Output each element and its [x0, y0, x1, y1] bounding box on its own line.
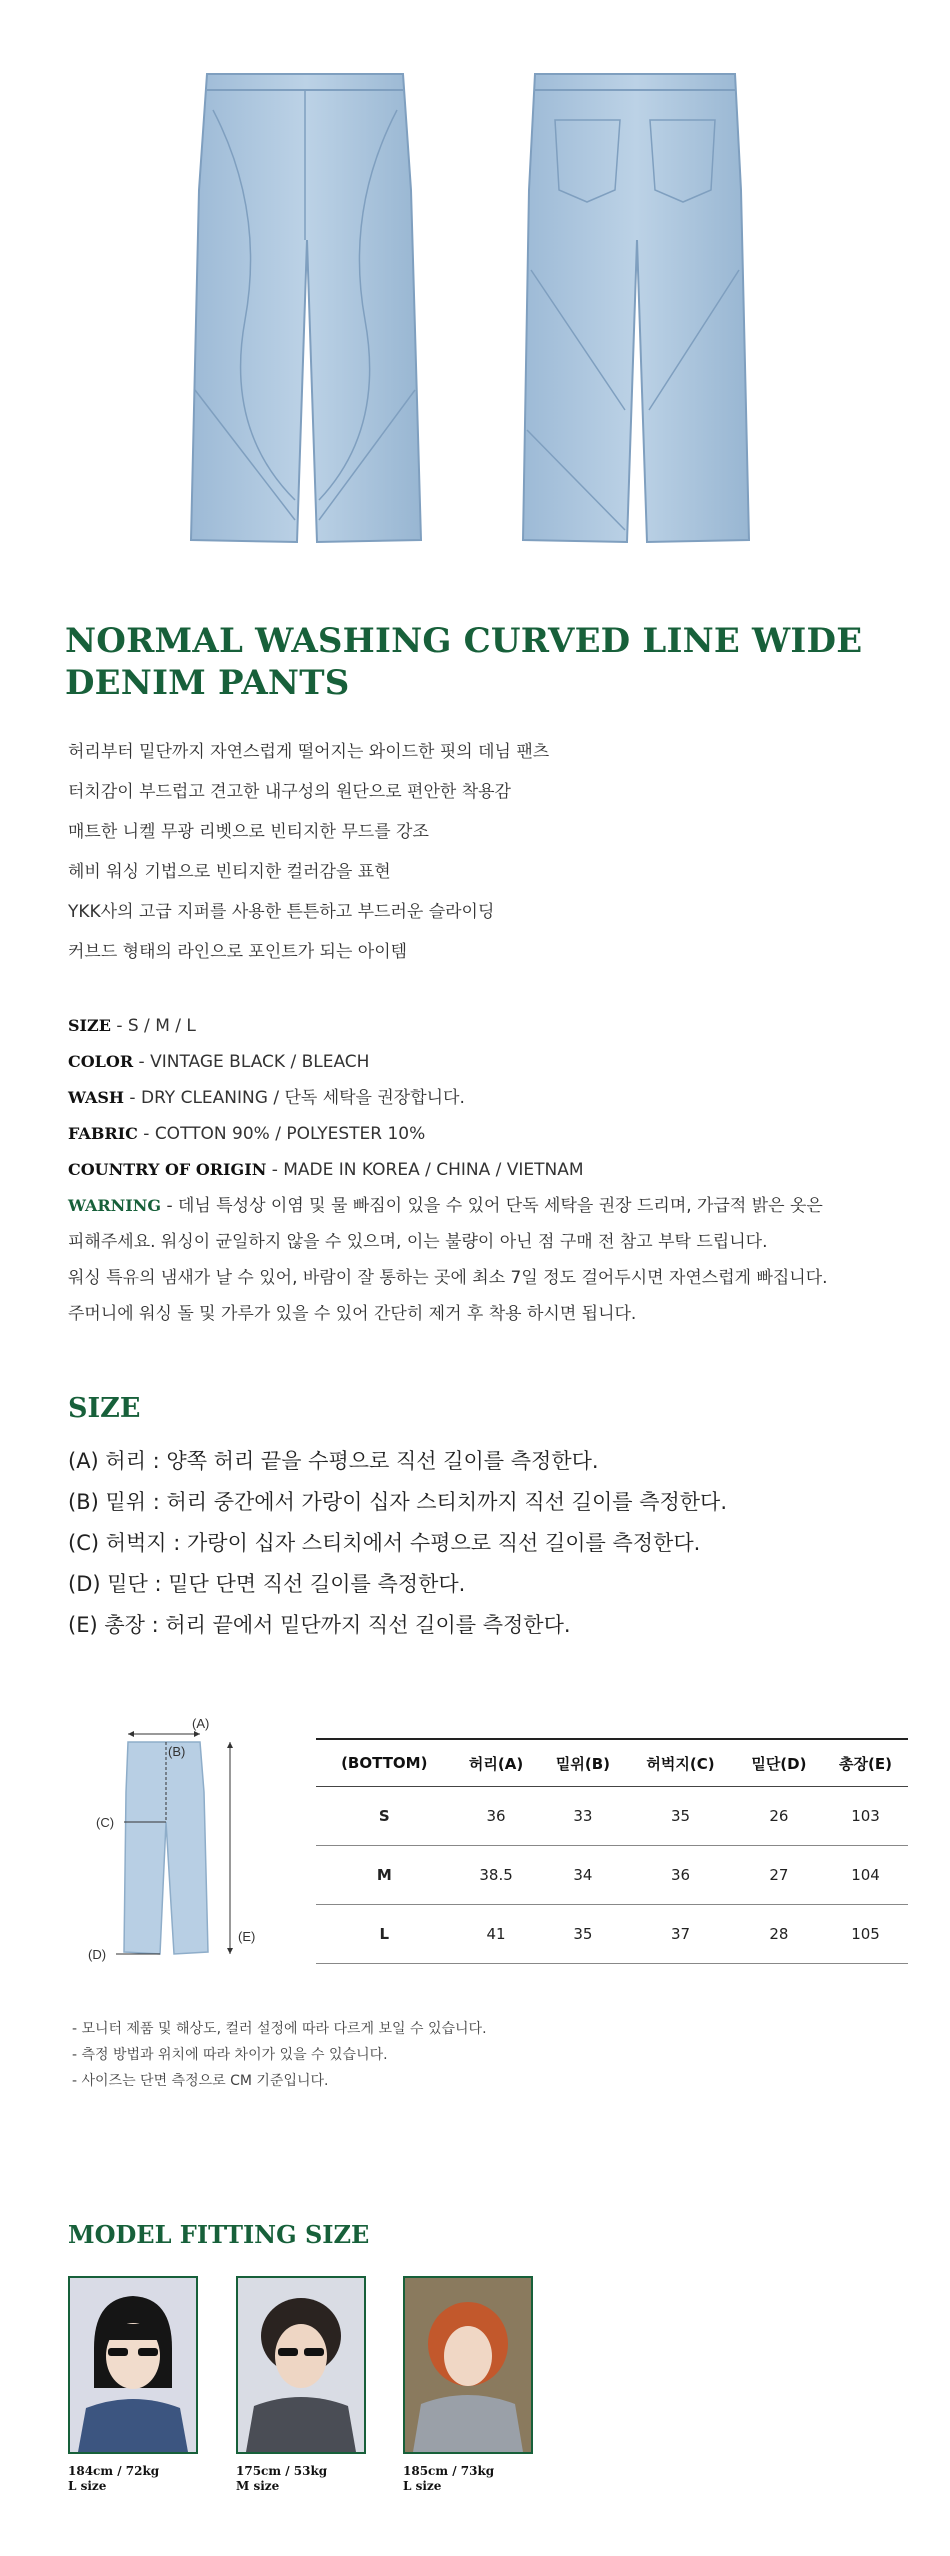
spec-fabric [68, 1121, 828, 1157]
spec-warning [68, 1193, 828, 1229]
table-cell: S [316, 1787, 453, 1846]
spec-wash-label: WASH [68, 1088, 125, 1107]
diagram-label-a: (A) [192, 1716, 210, 1731]
table-cell: 35 [626, 1787, 734, 1846]
table-cell: 36 [453, 1787, 540, 1846]
table-cell: 26 [735, 1787, 823, 1846]
size-guide [68, 1446, 727, 1651]
table-cell: 38.5 [453, 1846, 540, 1905]
diagram-label-c: (C) [96, 1815, 115, 1830]
description-line: 터치감이 부드럽고 견고한 내구성의 원단으로 편안한 착용감 [68, 782, 511, 802]
table-header: 허벅지(C) [626, 1739, 734, 1787]
warning-line: 피해주세요. 워싱이 균일하지 않을 수 있으며, 이는 불량이 아닌 점 구매 전 참고 부탁 드립니다. [68, 1232, 768, 1252]
table-cell: 28 [735, 1905, 823, 1964]
table-cell: 41 [453, 1905, 540, 1964]
diagram-label-d: (D) [88, 1947, 107, 1962]
diagram-label-b: (B) [168, 1744, 186, 1759]
table-row [316, 1846, 908, 1905]
diagram-label-e: (E) [238, 1929, 256, 1944]
table-header: (BOTTOM) [316, 1739, 453, 1787]
product-specs [68, 1013, 828, 1337]
description-line: 허리부터 밑단까지 자연스럽게 떨어지는 와이드한 핏의 데님 팬츠 [68, 742, 550, 762]
description-line: 헤비 워싱 기법으로 빈티지한 컬러감을 표현 [68, 862, 391, 882]
spec-origin [68, 1157, 828, 1193]
table-cell: 103 [823, 1787, 908, 1846]
jeans-front-image [185, 70, 425, 550]
table-cell: 36 [626, 1846, 734, 1905]
table-header: 허리(A) [453, 1739, 540, 1787]
description-line: 커브드 형태의 라인으로 포인트가 되는 아이템 [68, 942, 408, 962]
spec-wash [68, 1085, 828, 1121]
spec-color-value: - VINTAGE BLACK / BLEACH [133, 1052, 370, 1072]
table-cell: 35 [540, 1905, 627, 1964]
spec-origin-value: - MADE IN KOREA / CHINA / VIETNAM [266, 1160, 584, 1180]
size-diagram [80, 1712, 280, 1972]
size-guide-line: (C) 허벅지 : 가랑이 십자 스티치에서 수평으로 직선 길이를 측정한다. [68, 1531, 701, 1555]
product-title-line1: NORMAL WASHING CURVED LINE WIDE [65, 621, 863, 661]
size-notes [72, 2019, 487, 2097]
product-description [68, 738, 549, 978]
spec-warning-label: WARNING [68, 1196, 162, 1215]
table-cell: 104 [823, 1846, 908, 1905]
table-cell: 27 [735, 1846, 823, 1905]
model-height-weight: 175cm / 53kg [236, 2464, 328, 2478]
table-cell: 34 [540, 1846, 627, 1905]
note-line: - 모니터 제품 및 해상도, 컬러 설정에 따라 다르게 보일 수 있습니다. [72, 2021, 487, 2037]
note-line: - 사이즈는 단면 측정으로 CM 기준입니다. [72, 2073, 329, 2089]
product-title [65, 620, 865, 704]
table-cell: L [316, 1905, 453, 1964]
size-guide-line: (D) 밑단 : 밑단 단면 직선 길이를 측정한다. [68, 1572, 466, 1596]
warning-line: 워싱 특유의 냄새가 날 수 있어, 바람이 잘 통하는 곳에 최소 7일 정도 걸어두시면 자연스럽게 빠집니다. [68, 1268, 828, 1288]
table-row [316, 1905, 908, 1964]
description-line: 매트한 니켈 무광 리벳으로 빈티지한 무드를 강조 [68, 822, 429, 842]
product-title-line2: DENIM PANTS [65, 663, 350, 703]
model-height-weight: 185cm / 73kg [403, 2464, 495, 2478]
size-heading: SIZE [68, 1393, 141, 1424]
size-table [316, 1738, 908, 1964]
table-cell: 105 [823, 1905, 908, 1964]
table-header: 밑위(B) [540, 1739, 627, 1787]
spec-wash-value: - DRY CLEANING / 단독 세탁을 권장합니다. [124, 1088, 465, 1108]
table-header: 밑단(D) [735, 1739, 823, 1787]
spec-fabric-value: - COTTON 90% / POLYESTER 10% [137, 1124, 426, 1144]
spec-origin-label: COUNTRY OF ORIGIN [68, 1160, 267, 1179]
table-header: 총장(E) [823, 1739, 908, 1787]
model-photo [403, 2276, 533, 2454]
description-line: YKK사의 고급 지퍼를 사용한 튼튼하고 부드러운 슬라이딩 [68, 902, 495, 922]
model-photo [68, 2276, 198, 2454]
spec-fabric-label: FABRIC [68, 1124, 138, 1143]
size-guide-line: (E) 총장 : 허리 끝에서 밑단까지 직선 길이를 측정한다. [68, 1613, 571, 1637]
model-photo [236, 2276, 366, 2454]
size-guide-line: (B) 밑위 : 허리 중간에서 가랑이 십자 스티치까지 직선 길이를 측정한다. [68, 1490, 728, 1514]
spec-color-label: COLOR [68, 1052, 134, 1071]
model-size: L size [68, 2479, 107, 2493]
spec-warning-value: - 데님 특성상 이염 및 물 빠짐이 있을 수 있어 단독 세탁을 권장 드리며, 가급적 밝은 옷은 [161, 1196, 823, 1216]
spec-size-label: SIZE [68, 1016, 111, 1035]
model-size: L size [403, 2479, 442, 2493]
model-card [403, 2276, 533, 2494]
table-cell: M [316, 1846, 453, 1905]
model-fitting-heading: MODEL FITTING SIZE [68, 2220, 370, 2249]
table-cell: 37 [626, 1905, 734, 1964]
spec-size [68, 1013, 828, 1049]
jeans-back-image [515, 70, 755, 550]
model-card [236, 2276, 366, 2494]
table-cell: 33 [540, 1787, 627, 1846]
spec-color [68, 1049, 828, 1085]
note-line: - 측정 방법과 위치에 따라 차이가 있을 수 있습니다. [72, 2047, 388, 2063]
spec-size-value: - S / M / L [110, 1016, 196, 1036]
size-guide-line: (A) 허리 : 양쪽 허리 끝을 수평으로 직선 길이를 측정한다. [68, 1449, 599, 1473]
table-row [316, 1787, 908, 1846]
model-size: M size [236, 2479, 280, 2493]
warning-line: 주머니에 워싱 돌 및 가루가 있을 수 있어 간단히 제거 후 착용 하시면 됩니다. [68, 1304, 637, 1324]
model-height-weight: 184cm / 72kg [68, 2464, 160, 2478]
model-card [68, 2276, 198, 2494]
size-table-header-row [316, 1739, 908, 1787]
